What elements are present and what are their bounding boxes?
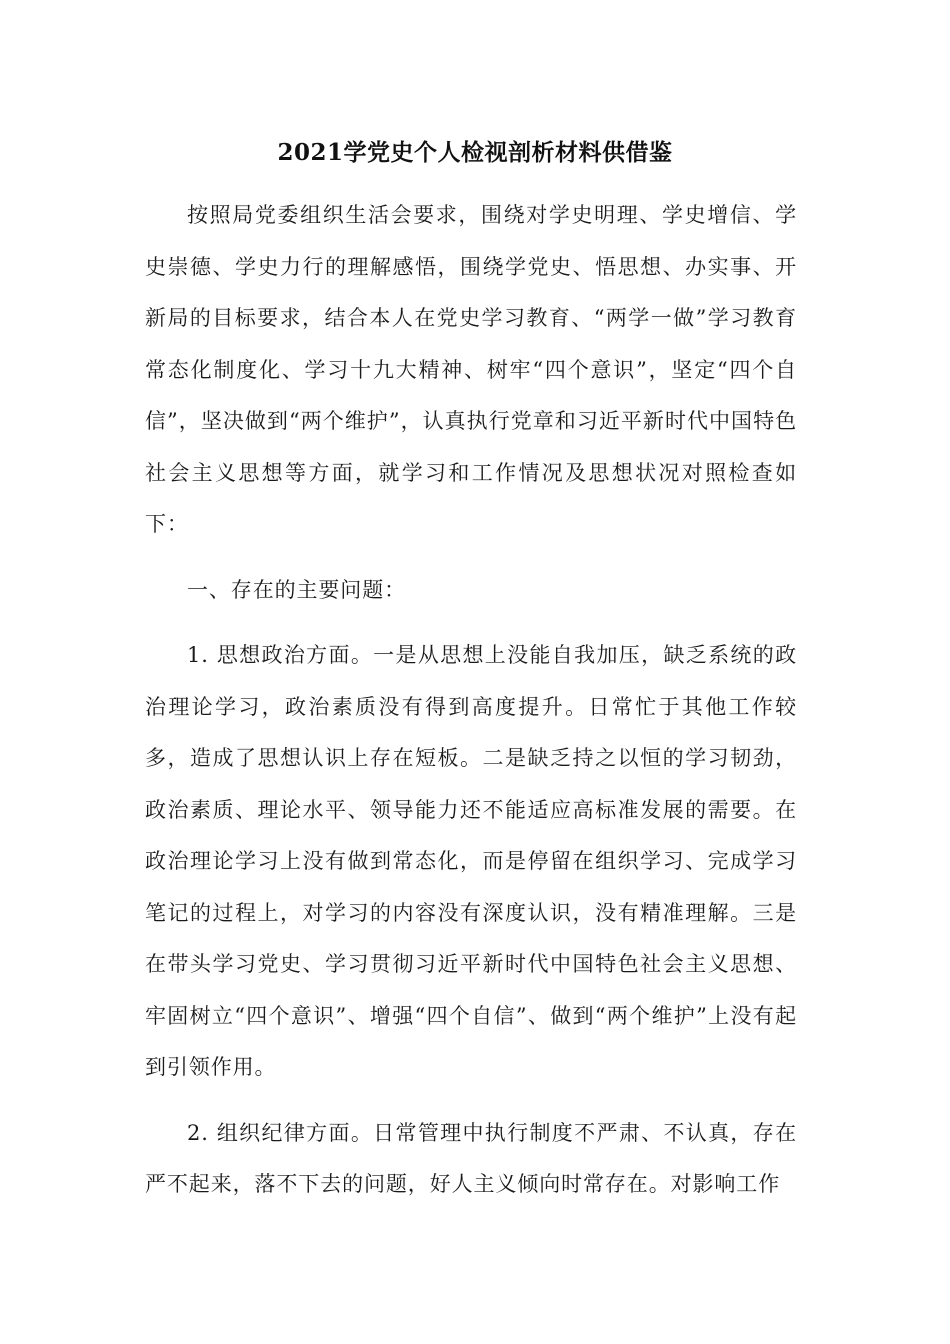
paragraph-organizational-discipline: 2. 组织纪律方面。日常管理中执行制度不严肃、不认真，存在严不起来，落不下去的问题，好人主义倾向时常存在。对影响工作 bbox=[145, 1120, 797, 1196]
document-body bbox=[145, 190, 797, 1211]
paragraph-political-thought: 1. 思想政治方面。一是从思想上没能自我加压，缺乏系统的政治理论学习，政治素质没有得到高度提升。日常忙于其他工作较多，造成了思想认识上存在短板。二是缺乏持之以恒的学习韧劲，政治素质、理论水平、领导能力还不能适应高标准发展的需要。在政治理论学习上没有做到常态化，而是停留在组织学习、完成学习笔记的过程上，对学习的内容没有深度认识，没有精准理解。三是在带头学习党史、学习贯彻习近平新时代中国特色社会主义思想、牢固树立“四个意识”、增强“四个自信”、做到“两个维护”上没有起到引领作用。 bbox=[145, 643, 797, 1079]
section-heading: 一、存在的主要问题： bbox=[187, 577, 406, 602]
document-title: 2021学党史个人检视剖析材料供借鉴 bbox=[277, 139, 673, 166]
intro-paragraph: 按照局党委组织生活会要求，围绕对学史明理、学史增信、学史崇德、学史力行的理解感悟，围绕学党史、悟思想、办实事、开新局的目标要求，结合本人在党史学习教育、“两学一做”学习教育常态化制度化、学习十九大精神、树牢“四个意识”，坚定“四个自信”，坚决做到“两个维护”，认真执行党章和习近平新时代中国特色社会主义思想等方面，就学习和工作情况及思想状况对照检查如下： bbox=[145, 203, 797, 536]
